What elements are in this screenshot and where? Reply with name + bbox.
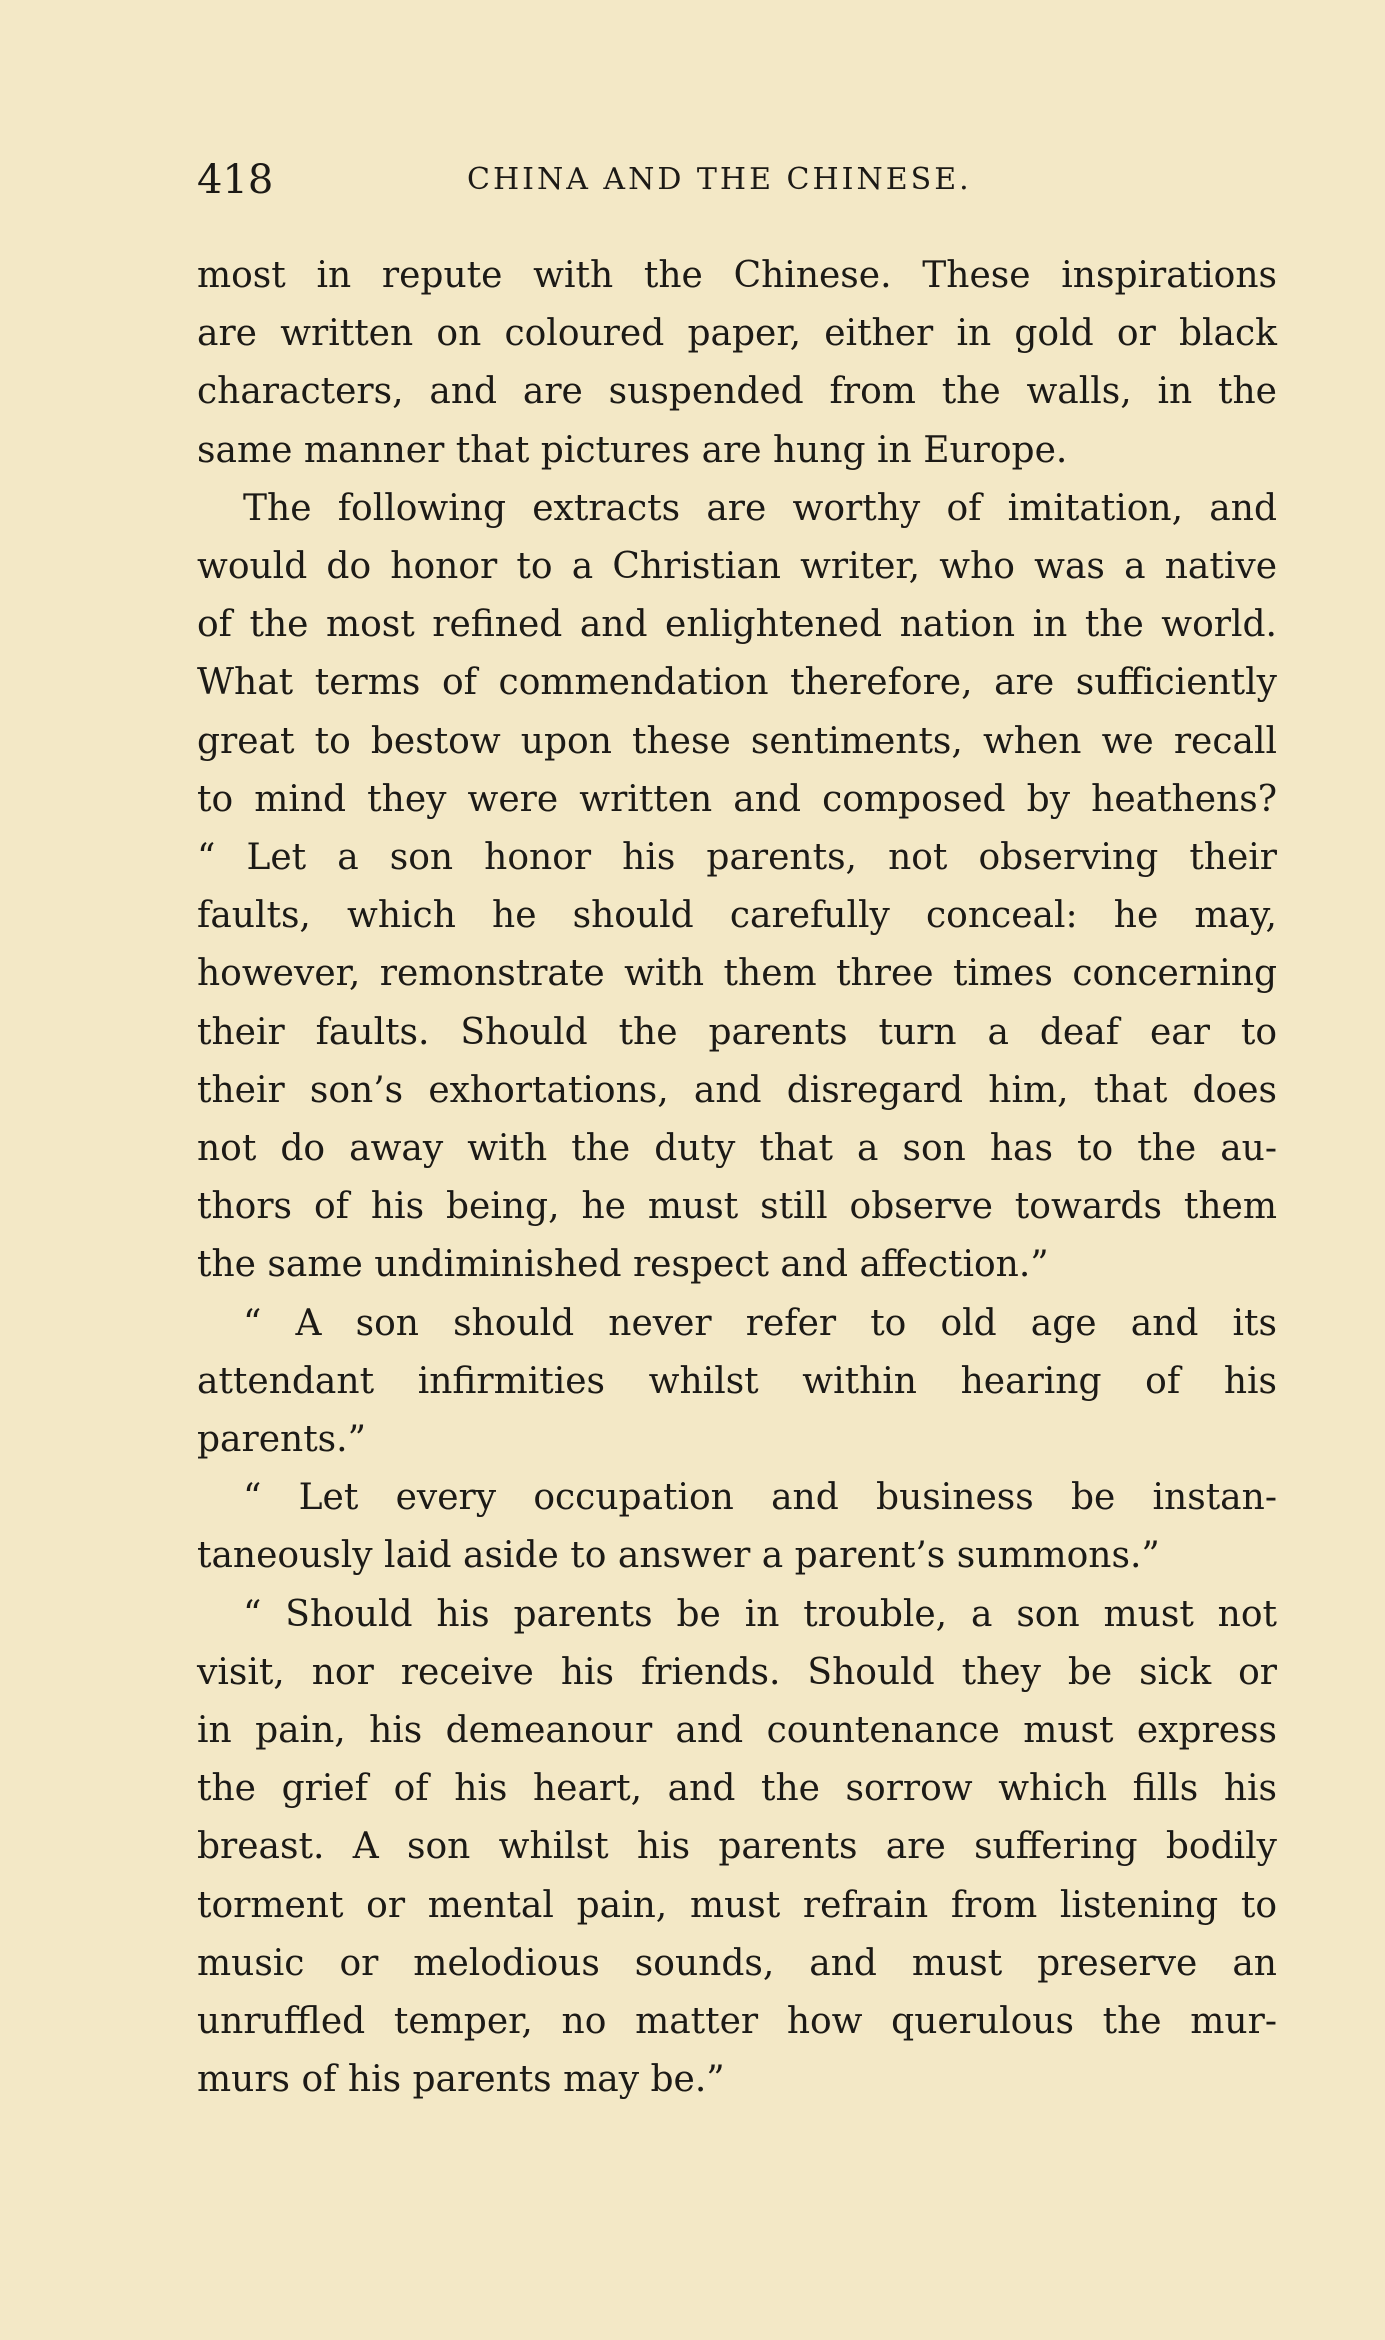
text-line: music or melodious sounds, and must preserve an (197, 1942, 1277, 1984)
text-line: parents.” (197, 1419, 366, 1461)
page-number: 418 (197, 157, 274, 203)
text-line: taneously laid aside to answer a parent’s summons.” (197, 1535, 1160, 1577)
text-line: their son’s exhortations, and disregard him, that does (197, 1069, 1277, 1111)
text-line: visit, nor receive his friends. Should they be sick or (197, 1651, 1277, 1693)
text-line: would do honor to a Christian writer, who was a native (197, 546, 1277, 588)
text-line: same manner that pictures are hung in Europe. (197, 429, 1068, 471)
text-line: “ Let a son honor his parents, not observing their (197, 837, 1277, 879)
text-line: however, remonstrate with them three times concerning (197, 953, 1277, 995)
body-text (197, 247, 1277, 2110)
text-line: the grief of his heart, and the sorrow which fills his (197, 1768, 1277, 1810)
text-line: The following extracts are worthy of imitation, and (243, 487, 1277, 529)
text-line: murs of his parents may be.” (197, 2059, 725, 2101)
text-line: the same undiminished respect and affection.” (197, 1244, 1049, 1286)
text-line: attendant infirmities whilst within hearing of his (197, 1360, 1277, 1402)
text-line: to mind they were written and composed by heathens? (197, 778, 1277, 820)
text-line: “ Should his parents be in trouble, a son must not (243, 1593, 1277, 1635)
running-head: CHINA AND THE CHINESE. (467, 162, 972, 197)
text-line: most in repute with the Chinese. These inspirations (197, 255, 1277, 296)
text-line: “ Let every occupation and business be instan- (243, 1477, 1277, 1519)
text-line: their faults. Should the parents turn a deaf ear to (197, 1011, 1277, 1053)
text-line: great to bestow upon these sentiments, when we recall (197, 720, 1277, 762)
text-line: unruffled temper, no matter how querulous the mur- (197, 2001, 1277, 2043)
text-line: not do away with the duty that a son has to the au- (197, 1128, 1277, 1170)
text-line: faults, which he should carefully conceal: he may, (197, 895, 1277, 937)
page-header (197, 155, 1277, 205)
text-line: breast. A son whilst his parents are suffering bodily (197, 1826, 1277, 1868)
text-line: “ A son should never refer to old age and its (243, 1302, 1277, 1344)
text-line: of the most refined and enlightened nation in the world. (197, 604, 1277, 646)
text-line: characters, and are suspended from the walls, in the (197, 371, 1277, 413)
text-line: What terms of commendation therefore, are sufficiently (197, 662, 1277, 704)
text-line: are written on coloured paper, either in gold or black (197, 313, 1277, 355)
text-line: in pain, his demeanour and countenance must express (197, 1710, 1277, 1752)
text-line: thors of his being, he must still observe towards them (197, 1186, 1277, 1228)
text-line: torment or mental pain, must refrain from listening to (197, 1884, 1277, 1926)
